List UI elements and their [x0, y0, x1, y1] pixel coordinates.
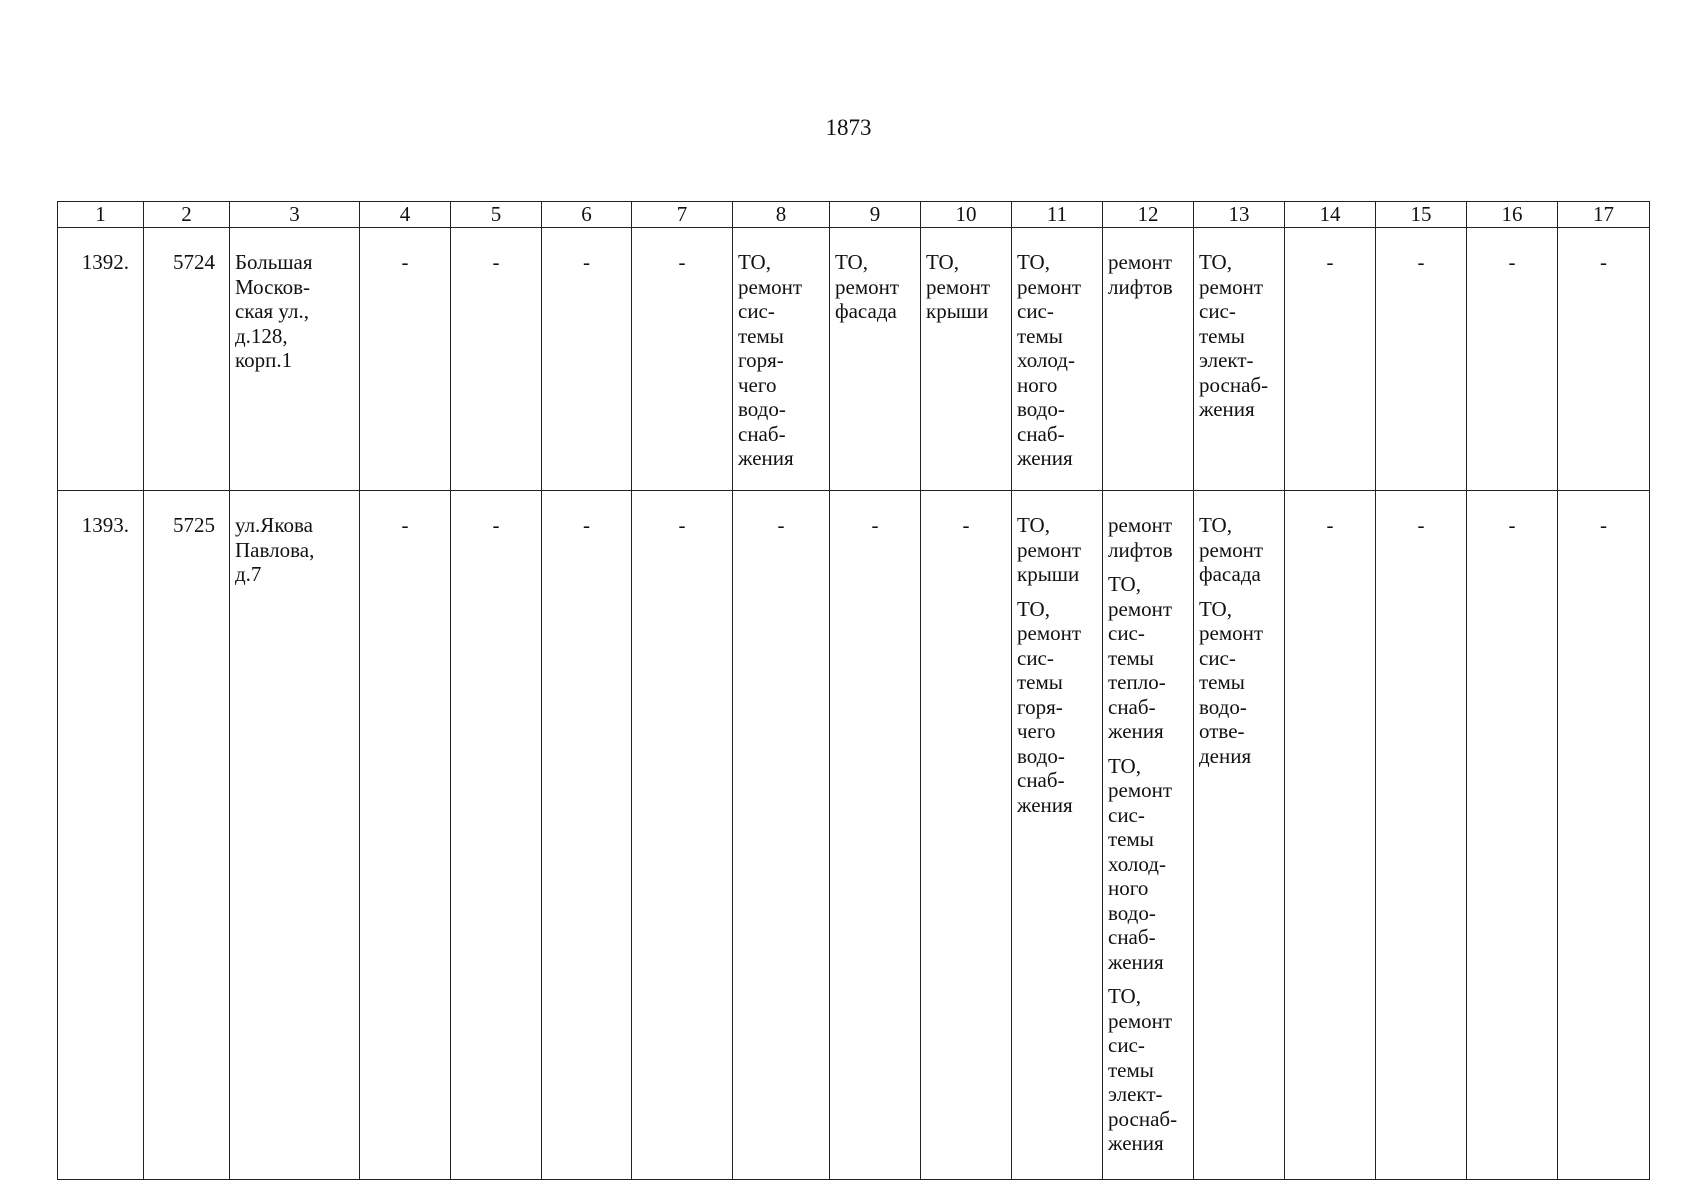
- work-cell: [921, 228, 1012, 491]
- work-entry: ТО, ремонт фасада: [835, 250, 900, 323]
- empty-cell: -: [1558, 228, 1650, 491]
- empty-cell: -: [451, 228, 542, 491]
- empty-cell: -: [1285, 228, 1376, 491]
- empty-cell: -: [733, 491, 830, 1180]
- column-header: 8: [733, 202, 830, 228]
- empty-cell: -: [632, 228, 733, 491]
- address-text: ул.Якова Павлова, д.7: [235, 513, 315, 586]
- work-cell: [830, 228, 921, 491]
- page-number: 1873: [825, 115, 872, 140]
- column-header: 6: [542, 202, 632, 228]
- table-row: [58, 228, 1650, 491]
- building-address: [230, 228, 360, 491]
- work-cell: [733, 228, 830, 491]
- repair-schedule-table: [57, 201, 1650, 1180]
- work-entry: ТО, ремонт фасада: [1199, 513, 1264, 586]
- work-entry: ТО, ремонт сис- темы элект- роснаб- жения: [1108, 984, 1178, 1155]
- address-text: Большая Москов- ская ул., д.128, корп.1: [235, 250, 313, 372]
- empty-cell: -: [1558, 491, 1650, 1180]
- table-row: [58, 491, 1650, 1180]
- column-header: 7: [632, 202, 733, 228]
- work-cell: [1194, 491, 1285, 1180]
- empty-cell: -: [1467, 228, 1558, 491]
- work-cell: [1103, 228, 1194, 491]
- column-header: 15: [1376, 202, 1467, 228]
- work-entry: ТО, ремонт крыши: [926, 250, 991, 323]
- empty-cell: -: [1376, 491, 1467, 1180]
- work-entry: ТО, ремонт сис- темы водо- отве- дения: [1199, 596, 1264, 768]
- work-entry: ТО, ремонт сис- темы тепло- снаб- жения: [1108, 572, 1173, 743]
- column-header: 17: [1558, 202, 1650, 228]
- work-entry: ТО, ремонт сис- темы горя- чего водо- снаб- жения: [738, 250, 803, 470]
- empty-cell: -: [1467, 491, 1558, 1180]
- work-entry: ТО, ремонт сис- темы горя- чего водо- снаб- жения: [1017, 596, 1082, 817]
- column-header: 11: [1012, 202, 1103, 228]
- column-header: 14: [1285, 202, 1376, 228]
- column-header: 3: [230, 202, 360, 228]
- empty-cell: -: [542, 491, 632, 1180]
- empty-cell: -: [360, 228, 451, 491]
- work-cell: [1012, 228, 1103, 491]
- work-entry: ремонт лифтов: [1108, 513, 1173, 562]
- work-entry: ремонт лифтов: [1108, 250, 1173, 299]
- column-header: 16: [1467, 202, 1558, 228]
- work-entry: ТО, ремонт крыши: [1017, 513, 1082, 586]
- work-cell: [1103, 491, 1194, 1180]
- column-header: 4: [360, 202, 451, 228]
- column-header: 5: [451, 202, 542, 228]
- column-header: 13: [1194, 202, 1285, 228]
- empty-cell: -: [1376, 228, 1467, 491]
- column-header: 2: [144, 202, 230, 228]
- empty-cell: -: [451, 491, 542, 1180]
- empty-cell: -: [632, 491, 733, 1180]
- work-entry: ТО, ремонт сис- темы элект- роснаб- жения: [1199, 250, 1269, 421]
- column-header: 10: [921, 202, 1012, 228]
- empty-cell: -: [360, 491, 451, 1180]
- building-address: [230, 491, 360, 1180]
- row-number: 1393.: [58, 491, 144, 1180]
- work-entry: ТО, ремонт сис- темы холод- ного водо- снаб- жения: [1017, 250, 1082, 470]
- column-header: 9: [830, 202, 921, 228]
- empty-cell: -: [921, 491, 1012, 1180]
- empty-cell: -: [542, 228, 632, 491]
- work-cell: [1012, 491, 1103, 1180]
- column-header: 1: [58, 202, 144, 228]
- work-entry: ТО, ремонт сис- темы холод- ного водо- снаб- жения: [1108, 753, 1173, 974]
- building-code: 5724: [144, 228, 230, 491]
- building-code: 5725: [144, 491, 230, 1180]
- work-cell: [1194, 228, 1285, 491]
- empty-cell: -: [1285, 491, 1376, 1180]
- empty-cell: -: [830, 491, 921, 1180]
- row-number: 1392.: [58, 228, 144, 491]
- column-number-row: [58, 202, 1650, 228]
- column-header: 12: [1103, 202, 1194, 228]
